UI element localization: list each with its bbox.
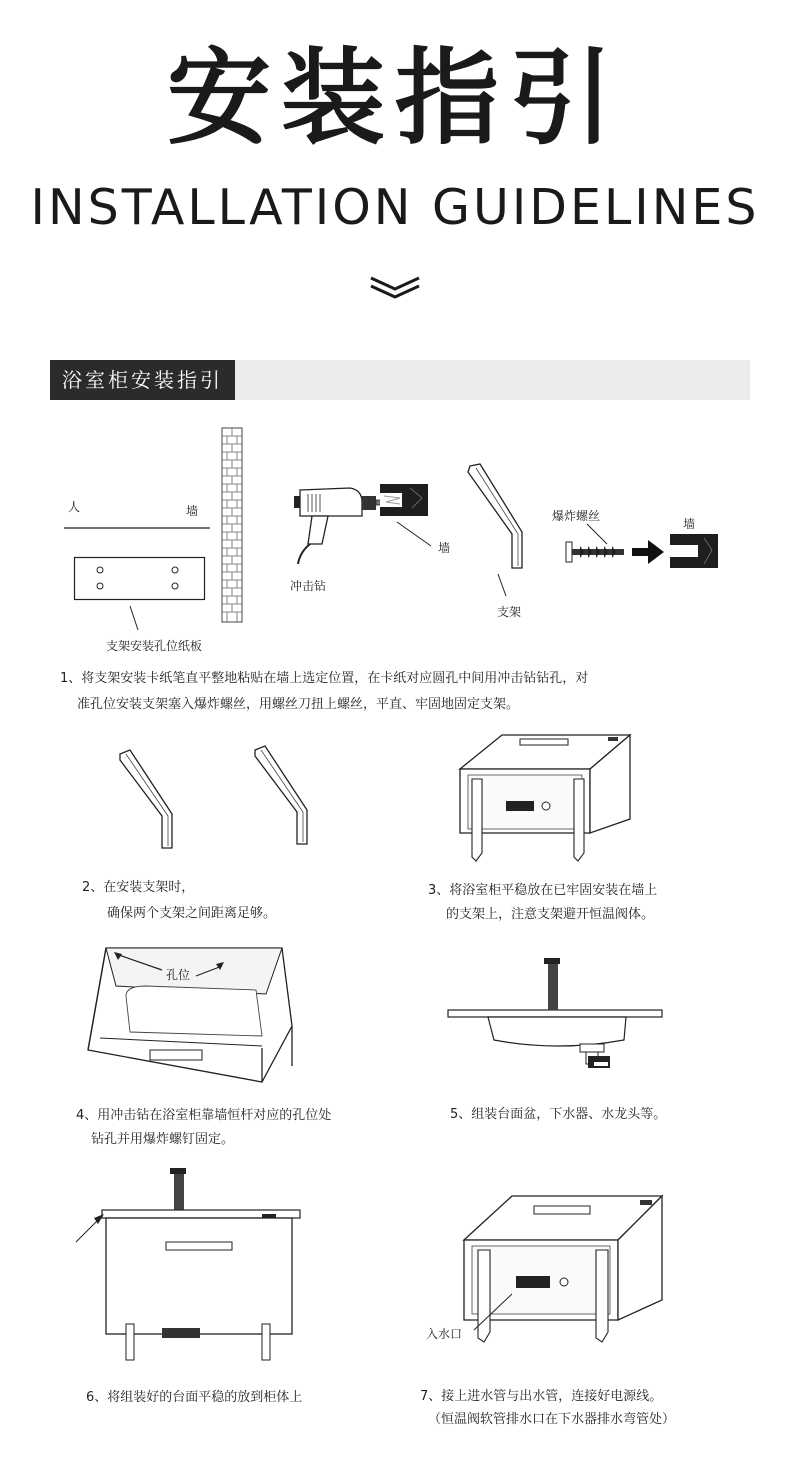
- step6-text-line1: 6、将组装好的台面平稳的放到柜体上: [86, 1390, 303, 1405]
- wall-hole-illustration: [670, 534, 720, 570]
- template-paper-illustration: [74, 557, 206, 601]
- step1-text-line1: 1、将支架安装卡纸笔直平整地粘贴在墙上选定位置，在卡纸对应圆孔中间用冲击钻钻孔，对: [60, 671, 589, 686]
- step2-text-line2: 确保两个支架之间距离足够。: [107, 906, 277, 921]
- wall-label-2: 墙: [438, 541, 451, 555]
- hole-label: 孔位: [166, 968, 191, 982]
- bracket-illustration: [466, 462, 528, 572]
- cabinet-interior-illustration: [86, 946, 298, 1086]
- height-line: [64, 527, 212, 531]
- step2-text-line1: 2、在安装支架时，: [82, 880, 195, 895]
- cabinet-with-basin-illustration: [74, 1164, 304, 1364]
- leader-line: [395, 520, 435, 550]
- template-label: 支架安装孔位纸板: [106, 639, 203, 653]
- leader-line: [128, 604, 142, 634]
- step3-text-line1: 3、将浴室柜平稳放在已牢固安装在墙上: [428, 883, 658, 898]
- wall-section-illustration: [380, 484, 430, 518]
- page-title: 安装指引: [166, 37, 623, 159]
- wall-label-3: 墙: [683, 517, 696, 531]
- anchor-label: 爆炸螺丝: [552, 509, 601, 523]
- expansion-bolt-illustration: [566, 540, 630, 564]
- bracket-left-illustration: [118, 748, 178, 850]
- cabinet-on-brackets-illustration: [456, 733, 634, 863]
- step3-text-line2: 的支架上，注意支架避开恒温阀体。: [446, 907, 655, 922]
- drill-label: 冲击钻: [290, 579, 327, 593]
- bracket-label: 支架: [497, 605, 522, 619]
- brick-wall-illustration: [222, 428, 244, 623]
- step5-text-line1: 5、组装台面盆，下水器、水龙头等。: [450, 1107, 667, 1122]
- section-title: 浴室柜安装指引: [50, 360, 235, 400]
- bracket-right-illustration: [253, 744, 313, 846]
- page-subtitle: INSTALLATION GUIDELINES: [30, 179, 760, 236]
- step4-text-line1: 4、用冲击钻在浴室柜靠墙恒杆对应的孔位处: [76, 1108, 332, 1123]
- step1-text-line2: 准孔位安装支架塞入爆炸螺丝，用螺丝刀扭上螺丝，平直、牢固地固定支架。: [77, 697, 520, 712]
- leader-line: [496, 572, 510, 600]
- wall-label: 墙: [186, 504, 199, 518]
- chevron-down-icon: [367, 272, 423, 300]
- step7-text-line2: （恒温阀软管排水口在下水器排水弯管处）: [428, 1412, 676, 1427]
- arrow-right-icon: [632, 540, 666, 564]
- step7-text-line1: 7、接上进水管与出水管，连接好电源线。: [420, 1389, 663, 1404]
- leader-line: [470, 1290, 516, 1334]
- basin-faucet-illustration: [448, 956, 664, 1076]
- person-label: 人: [68, 500, 81, 514]
- inlet-label: 入水口: [426, 1327, 463, 1341]
- step4-text-line2: 钻孔并用爆炸螺钉固定。: [91, 1132, 235, 1147]
